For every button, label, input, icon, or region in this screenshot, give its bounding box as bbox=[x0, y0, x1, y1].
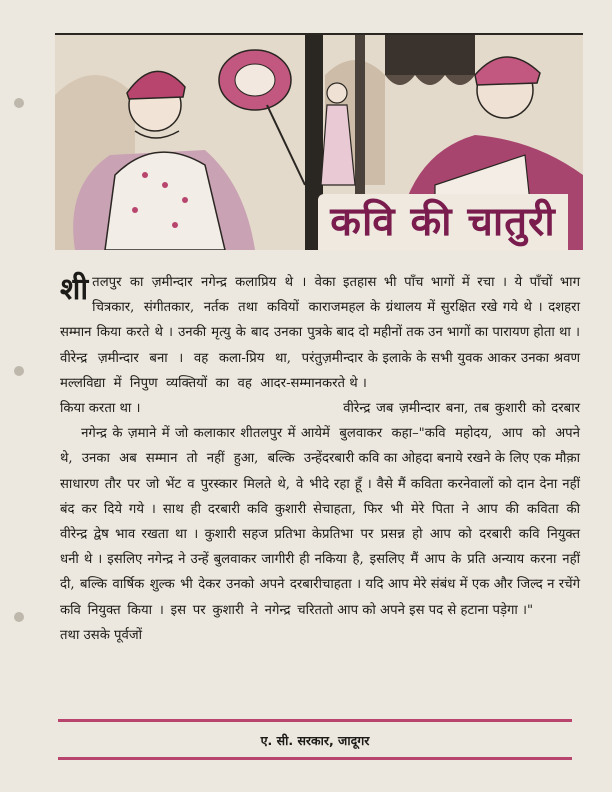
story-paragraph: शीतलपुर का ज़मीन्दार नगेन्द्र कलाप्रिय थे । वे चित्रकार, संगीतकार, नर्तक तथा कवियों का सम्मान किया करते थे । उनकी मृत्यु के बाद उनका पुत्र वीरेन्द्र ज़मीन्दार बना । वह कला-प्रिय था, परंतु मल्लविद्या में निपुण व्यक्तियों का वह आदर-सम्मान किया करता था । bbox=[60, 272, 322, 417]
story-paragraph: नगेन्द्र के ज़माने में जो कलाकार शीतलपुर में आये थे, उनका अब सम्मान तो नहीं हुआ, बल्कि उन्हें साधारण तौर पर जो भेंट व पुरस्कार मिलते थे, वे भी बंद कर दिये गये । साथ ही दरबारी कवि कुशारी से वीरेन्द्र द्वेष भाव रखता था । कुशारी सहज प्रतिभा के धनी थे । इसलिए नगेन्द्र ने उन्हें बुलवाकर जागीरी ही न दी, बल्कि वार्षिक शुल्क भी देकर उनको अपने दरबारी कवि नियुक्त किया । इस पर कुशारी ने नगेन्द्र चरित तथा उसके पूर्वजों bbox=[60, 426, 322, 643]
drop-cap: शी bbox=[60, 272, 89, 307]
binding-hole bbox=[14, 98, 24, 108]
story-paragraph: वीरेन्द्र जब ज़मीन्दार बना, तब कुशारी को दरबार में बुलवाकर कहा–"कवि महोदय, आप को अपने दरबारी कवि का ओहदा बनाये रखने के लिए एक मौक़ा दे रहा हूँ । वैसे मैं कविता करनेवालों को दान देना नहीं चाहता, फिर भी मेरे पिता ने आप की कविता की प्रतिभा पर प्रसन्न हो आप को दरबारी कवि नियुक्त किया है, इसलिए मैं आप के प्रति अन्याय करना नहीं चाहता । यदि आप मेरे संबंध में एक और जिल्द न रचेंगे तो आप को अपने इस पद से हटाना पड़ेगा ।" bbox=[322, 401, 580, 618]
text-column-left bbox=[60, 270, 322, 648]
divider-line bbox=[58, 719, 572, 722]
text-column-right bbox=[322, 270, 580, 623]
author-credit: ए. सी. सरकार, जादूगर bbox=[260, 733, 370, 748]
divider-line bbox=[58, 757, 572, 760]
story-title: कवि की चातुरी bbox=[318, 194, 568, 250]
story-paragraph: का इतहास भी पाँच भागों में रचा । ये पाँचों भाग राजमहल के ग्रंथालय में सुरक्षित रखे गये थे । दशहरा के बाद दो महीनों तक उन भागों का पारायण होता था । ज़मीन्दार के इलाके के सभी युवक आकर उनका श्रवण करते थे । bbox=[322, 275, 580, 391]
binding-hole bbox=[14, 612, 24, 622]
binding-hole bbox=[14, 366, 24, 376]
